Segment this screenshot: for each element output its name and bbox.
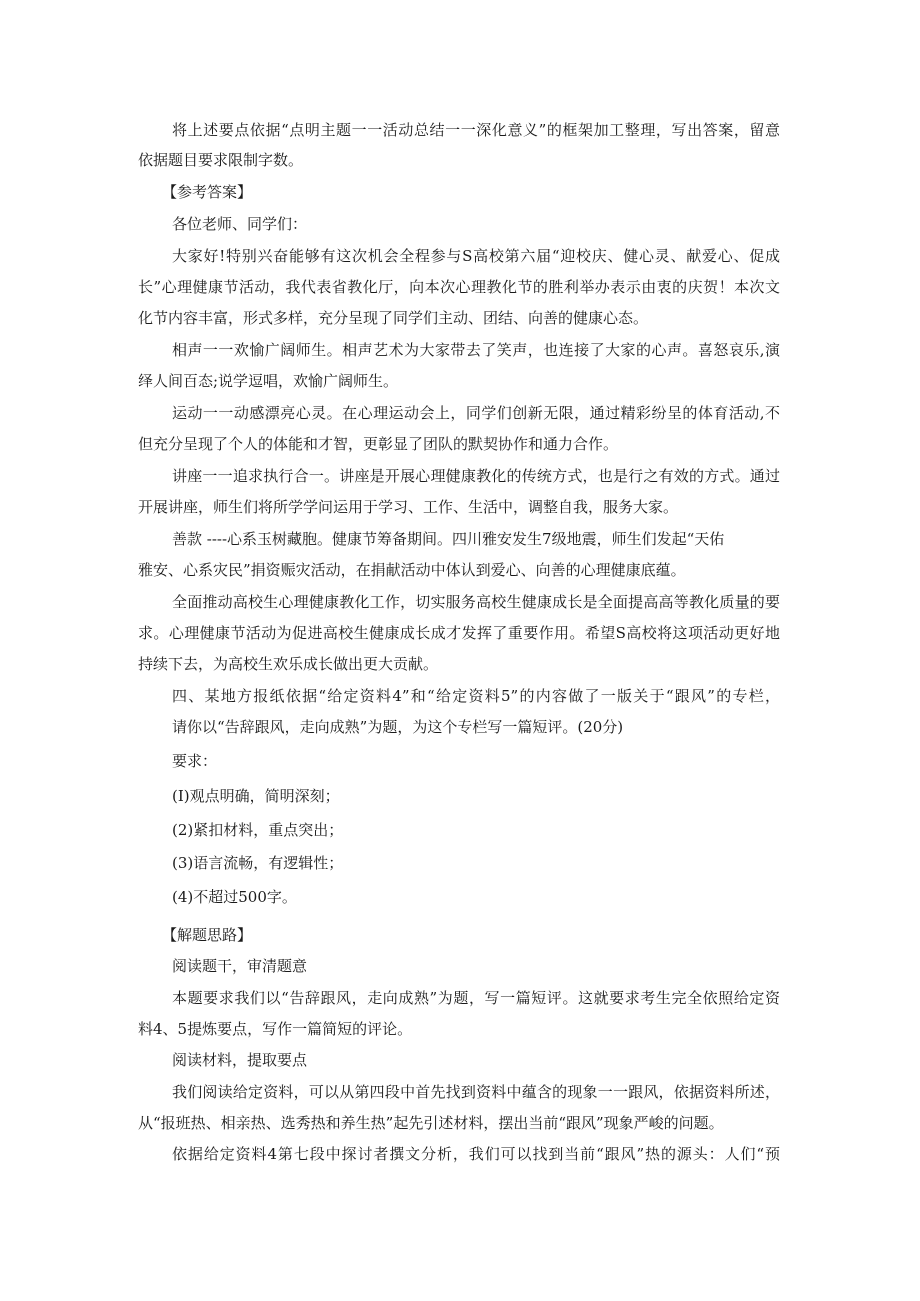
requirements-label: 要求：	[172, 752, 218, 770]
paragraph-line: 持续下去，为高校生欢乐成长做出更大贡献。	[138, 655, 439, 673]
requirement-item: (2)紧扣材料，重点突出；	[172, 821, 344, 839]
paragraph-line: 雅安、心系灾民”捐资赈灾活动，在捐献活动中体认到爱心、向善的心理健康底蕴。	[138, 561, 686, 579]
paragraph-line: 全面推动高校生心理健康教化工作，切实服务高校生健康成长是全面提高高等教化质量的要	[172, 593, 780, 611]
question-line: 四、某地方报纸依据“给定资料4”和“给定资料5”的内容做了一版关于“跟风”的专栏，	[172, 687, 780, 705]
paragraph-line: 相声一一欢愉广阔师生。相声艺术为大家带去了笑声，也连接了大家的心声。喜怒哀乐,演	[172, 341, 780, 359]
paragraph-line: 将上述要点依据“点明主题一一活动总结一一深化意义”的框架加工整理，写出答案，留意	[172, 121, 780, 139]
paragraph-line: 长”心理健康节活动，我代表省教化厅，向本次心理教化节的胜利举办表示由衷的庆贺！本次文	[138, 278, 780, 296]
paragraph-line: 大家好!特别兴奋能够有这次机会全程参与S高校第六届“迎校庆、健心灵、献爱心、促成	[172, 247, 780, 265]
paragraph-line: 绎人间百态;说学逗唱，欢愉广阔师生。	[138, 372, 399, 390]
step-heading: 阅读题干，审清题意	[172, 957, 308, 975]
paragraph-line: 化节内容丰富，形式多样，充分呈现了同学们主动、团结、向善的健康心态。	[138, 309, 649, 327]
paragraph-line: 依据给定资料4第七段中探讨者撰文分析，我们可以找到当前“跟风”热的源头：人们“预	[172, 1145, 780, 1163]
paragraph-line: 运动一一动感漂亮心灵。在心理运动会上，同学们创新无限，通过精彩纷呈的体育活动,不	[172, 404, 780, 422]
paragraph-line: 开展讲座，师生们将所学学问运用于学习、工作、生活中，调整自我，服务大家。	[138, 498, 679, 516]
requirement-item: (3)语言流畅，有逻辑性；	[172, 854, 344, 872]
requirement-item: (4)不超过500字。	[172, 888, 297, 906]
paragraph-line: 料4、5提炼要点，写作一篇简短的评论。	[138, 1020, 413, 1038]
salutation: 各位老师、同学们：	[172, 215, 308, 233]
paragraph-line: 本题要求我们以“告辞跟风，走向成熟”为题，写一篇短评。这就要求考生完全依照给定资	[172, 989, 780, 1007]
paragraph-line: 我们阅读给定资料，可以从第四段中首先找到资料中蕴含的现象一一跟风，依据资料所述，	[172, 1083, 780, 1101]
section-heading: 【解题思路】	[162, 926, 253, 944]
question-line: 请你以“告辞跟风，走向成熟”为题，为这个专栏写一篇短评。(20分)	[172, 718, 624, 736]
paragraph-line: 求。心理健康节活动为促进高校生健康成长成才发挥了重要作用。希望S高校将这项活动更好地	[138, 624, 780, 642]
section-heading: 【参考答案】	[162, 183, 253, 201]
step-heading: 阅读材料，提取要点	[172, 1051, 308, 1069]
paragraph-line: 善款 ----心系玉树藏胞。健康节筹备期间。四川雅安发生7级地震，师生们发起“天佑	[172, 530, 725, 548]
paragraph-line: 从“报班热、相亲热、选秀热和养生热”起先引述材料，摆出当前“跟风”现象严峻的问题。	[138, 1114, 724, 1132]
requirement-item: (I)观点明确，简明深刻；	[172, 787, 340, 805]
paragraph-line: 讲座一一追求执行合一。讲座是开展心理健康教化的传统方式，也是行之有效的方式。通过	[172, 467, 780, 485]
paragraph-line: 但充分呈现了个人的体能和才智，更彰显了团队的默契协作和通力合作。	[138, 435, 619, 453]
paragraph-line: 依据题目要求限制字数。	[138, 151, 304, 169]
